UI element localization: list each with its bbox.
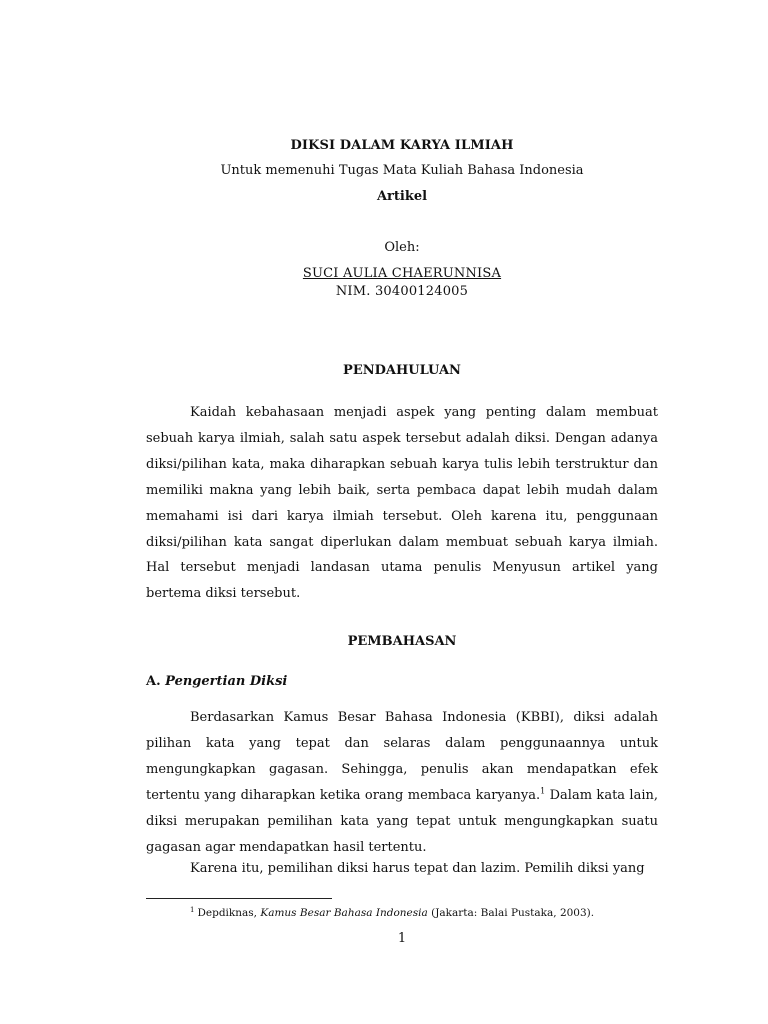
footnote-suffix: (Jakarta: Balai Pustaka, 2003).: [427, 907, 595, 919]
footnote-number: 1: [190, 905, 195, 914]
footnote: [190, 907, 594, 919]
definition-paragraph: [146, 705, 658, 860]
section-a-title: Pengertian Diksi: [165, 674, 288, 689]
section-a-heading: [146, 674, 287, 689]
definition-text-part2: Dalam kata lain, diksi merupakan pemilihan kata yang tepat untuk mengungkapkan suatu gagasan agar mendapatkan hasil tertentu.: [146, 787, 659, 855]
intro-paragraph: Kaidah kebahasaan menjadi aspek yang penting dalam membuat sebuah karya ilmiah, salah satu aspek tersebut adalah diksi. Dengan adanya diksi/pilihan kata, maka diharapkan sebuah karya tulis lebih terstruktur dan memiliki makna yang lebih baik, serta pembaca dapat lebih mudah dalam memahami isi dari karya ilmiah tersebut. Oleh karena itu, penggunaan diksi/pilihan kata sangat diperlukan dalam membuat sebuah karya ilmiah. Hal tersebut menjadi landasan utama penulis Menyusun artikel yang bertema diksi tersebut.: [146, 405, 658, 602]
body-heading: PEMBAHASAN: [347, 634, 457, 649]
section-a-label: A.: [146, 674, 161, 689]
article-subtitle: Untuk memenuhi Tugas Mata Kuliah Bahasa Indonesia: [220, 163, 584, 178]
by-label: Oleh:: [384, 240, 420, 255]
author-name: SUCI AULIA CHAERUNNISA: [302, 266, 502, 281]
article-kind: Artikel: [376, 189, 428, 204]
author-nim: NIM. 30400124005: [335, 284, 469, 299]
article-title: DIKSI DALAM KARYA ILMIAH: [290, 138, 514, 153]
continuation-paragraph: Karena itu, pemilihan diksi harus tepat dan lazim. Pemilih diksi yang: [190, 861, 645, 876]
intro-heading: PENDAHULUAN: [343, 363, 461, 378]
footnote-separator: [146, 898, 332, 899]
footnote-prefix: Depdiknas,: [197, 907, 261, 919]
definition-text-part1: Berdasarkan Kamus Besar Bahasa Indonesia (KBBI), diksi adalah pilihan kata yang tepat dan selaras dalam penggunaannya untuk mengungkapkan gagasan. Sehingga, penulis akan mendapatkan efek tertentu yang diharapkan ketika orang membaca karyanya.: [146, 710, 658, 803]
footnote-book-title: Kamus Besar Bahasa Indonesia: [260, 907, 428, 919]
footnote-reference[interactable]: 1: [540, 786, 546, 796]
page-number: 1: [397, 931, 407, 946]
